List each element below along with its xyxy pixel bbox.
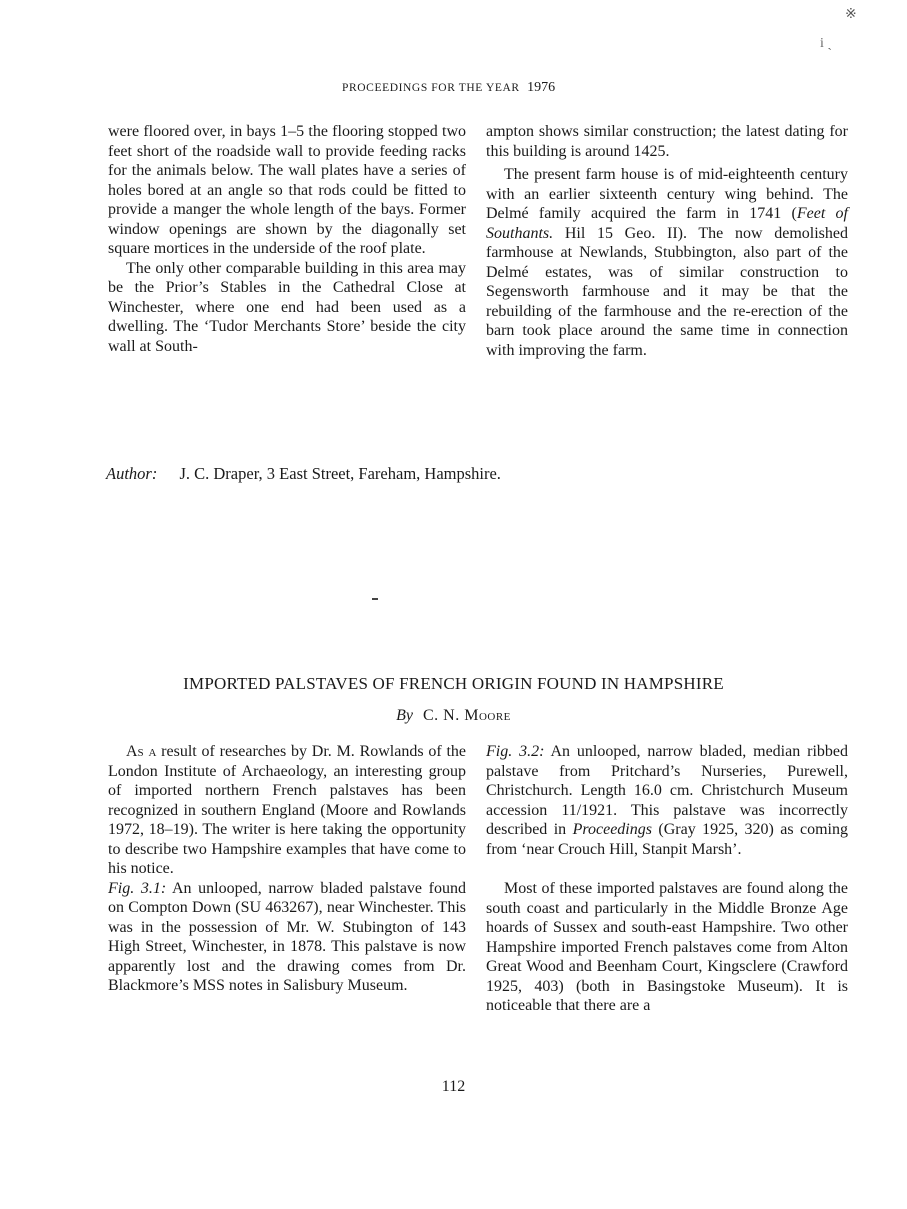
byline (0, 707, 907, 725)
bottom-right-column (486, 742, 848, 1016)
paragraph: were floored over, in bays 1–5 the flooring stopped two feet short of the roadside wall to provide feeding racks for the animals below. The wall plates have a series of holes bored at an angle so that rods could be fitted to provide a manger the whole length of the bays. Former window openings are shown by the diagonally set square mortices in the underside of the roof plate. (108, 123, 466, 257)
figure-label: Fig. 3.2: (486, 743, 545, 760)
text-run: result of researches by Dr. M. Rowlands of the London Institute of Archaeology, an interesting group of imported northern French palstaves has been recognized in southern England (Moore and Rowlands 1972, 18–19). The writer is here taking the opportunity to describe two Hampshire examples that have come to his notice. (108, 743, 467, 877)
running-head-text: PROCEEDINGS FOR THE YEAR (342, 82, 520, 94)
figure-label: Fig. 3.1: (108, 879, 167, 897)
text-run: The present farm house is of mid-eighteenth century with an earlier sixteenth century wing behind. The Delmé family acquired the farm in 1741 ( (486, 166, 848, 222)
text-run: An unlooped, narrow bladed palstave found on Compton Down (SU 463267), near Winchester. This was in the possession of Mr. W. Stubington of 143 High Street, Winchester, in 1878. This palstave is now apparently lost and the drawing comes from Dr. Blackmore’s MSS notes in Salisbury Museum. (108, 879, 467, 994)
figure-caption (486, 742, 848, 859)
top-left-column (108, 122, 466, 356)
bottom-left-column (108, 742, 466, 996)
italic-citation: Feet of Southants. (486, 205, 849, 242)
running-head (342, 80, 555, 96)
author-label: Author: (106, 464, 158, 483)
top-right-column (486, 122, 848, 360)
paragraph: ampton shows similar construction; the latest dating for this building is around 1425. (486, 123, 848, 160)
corner-tick-mark: i ˎ (820, 36, 833, 51)
author-line (106, 464, 501, 484)
figure-caption (108, 879, 466, 996)
running-head-year: 1976 (527, 80, 556, 95)
byline-by: By (396, 707, 413, 724)
text-run: Hil 15 Geo. II). The now demolished farmhouse at Newlands, Stubbington, also part of the Delmé estates, was of similar construction to Segensworth farmhouse and it may be that the rebuilding of the farmhouse and the re-erection of the barn took place around the same time in connection with improving the farm. (486, 224, 848, 359)
lead-in: As a (126, 743, 157, 760)
paragraph: The only other comparable building in this area may be the Prior’s Stables in the Cathedral Close at Winchester, where one end had been used as a dwelling. The ‘Tudor Merchants Store’ beside the city wall at South- (108, 259, 466, 355)
paragraph (486, 165, 848, 360)
text-run: An unlooped, narrow bladed, median ribbed palstave from Pritchard’s Nurseries, Purewell, Christchurch. Length 16.0 cm. Christchurch Museum accession 11/1921. This palstave was incorrectly described in (486, 743, 848, 838)
text-run: (Gray 1925, 320) as coming from ‘near Crouch Hill, Stanpit Marsh’. (486, 821, 848, 858)
article-title: IMPORTED PALSTAVES OF FRENCH ORIGIN FOUND IN HAMPSHIRE (183, 674, 724, 693)
italic-citation: Proceedings (572, 821, 652, 838)
author-text: J. C. Draper, 3 East Street, Fareham, Hampshire. (179, 464, 501, 483)
paragraph: Most of these imported palstaves are found along the south coast and particularly in the Middle Bronze Age hoards of Sussex and south-east Hampshire. Two other Hampshire imported French palstaves come from Alton Great Wood and Beenham Court, Kingsclere (Crawford 1925, 403) (both in Basingstoke Museum). It is noticeable that there are a (486, 880, 848, 1014)
byline-author: C. N. Moore (422, 707, 511, 724)
corner-mark: ※ (845, 7, 857, 22)
stray-mark (372, 598, 378, 600)
page-number: 112 (441, 1078, 466, 1095)
paragraph (108, 742, 466, 879)
